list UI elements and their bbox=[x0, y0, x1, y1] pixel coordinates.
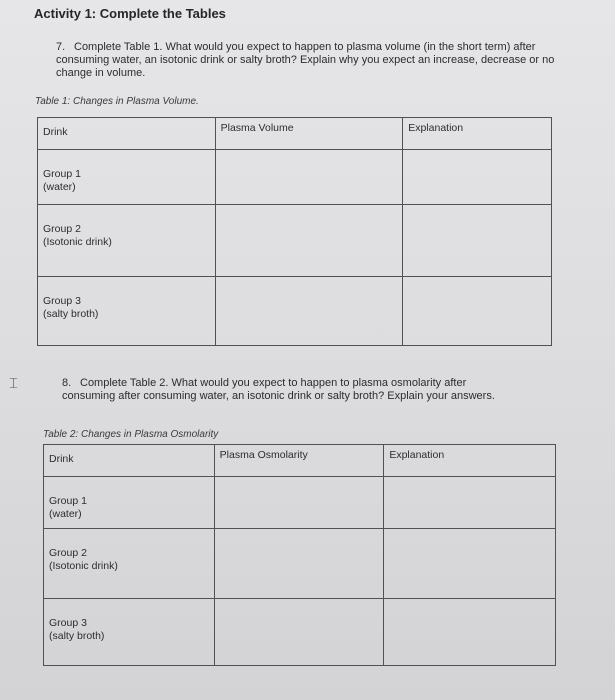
table-header-row bbox=[44, 445, 556, 477]
question-8-text: Complete Table 2. What would you expect to happen to plasma osmolarity after consuming after consuming water, an isotonic drink or salty broth? Explain your answers. bbox=[62, 377, 495, 402]
header-drink: Drink bbox=[44, 445, 215, 477]
answer-cell-plasma-osmolarity[interactable] bbox=[214, 599, 384, 666]
table-row bbox=[44, 477, 556, 529]
table-1 bbox=[37, 117, 552, 346]
answer-cell-explanation[interactable] bbox=[384, 599, 556, 666]
group-label: Group 2 bbox=[49, 547, 87, 559]
table-2-caption: Table 2: Changes in Plasma Osmolarity bbox=[43, 429, 219, 440]
activity-heading: Activity 1: Complete the Tables bbox=[34, 6, 226, 21]
drink-cell bbox=[44, 529, 215, 599]
table-row bbox=[44, 599, 556, 666]
header-explanation: Explanation bbox=[403, 118, 552, 150]
drink-label: (salty broth) bbox=[49, 630, 105, 642]
table-row bbox=[38, 150, 552, 205]
answer-cell-explanation[interactable] bbox=[384, 529, 556, 599]
group-label: Group 3 bbox=[49, 617, 87, 629]
group-label: Group 2 bbox=[43, 223, 81, 235]
question-7-number: 7. bbox=[56, 41, 66, 53]
drink-cell bbox=[38, 150, 216, 205]
answer-cell-plasma-osmolarity[interactable] bbox=[214, 529, 384, 599]
text-cursor-icon: ⌶ bbox=[9, 374, 19, 392]
question-7-text: Complete Table 1. What would you expect to happen to plasma volume (in the short term) after consuming water, an isotonic drink or salty broth? Explain why you expect an increase, decrease or no change in volume. bbox=[56, 41, 555, 79]
drink-cell bbox=[44, 599, 215, 666]
table-row bbox=[38, 277, 552, 346]
drink-cell bbox=[44, 477, 215, 529]
drink-label: (water) bbox=[49, 508, 82, 520]
group-label: Group 3 bbox=[43, 295, 81, 307]
answer-cell-plasma-volume[interactable] bbox=[215, 205, 403, 277]
drink-label: (Isotonic drink) bbox=[43, 236, 112, 248]
table-row bbox=[38, 205, 552, 277]
answer-cell-explanation[interactable] bbox=[403, 277, 552, 346]
answer-cell-plasma-volume[interactable] bbox=[215, 150, 403, 205]
question-8-number: 8. bbox=[62, 377, 72, 389]
answer-cell-explanation[interactable] bbox=[403, 205, 552, 277]
answer-cell-explanation[interactable] bbox=[384, 477, 556, 529]
table-row bbox=[44, 529, 556, 599]
header-explanation: Explanation bbox=[384, 445, 556, 477]
answer-cell-plasma-osmolarity[interactable] bbox=[214, 477, 384, 529]
drink-label: (water) bbox=[43, 181, 76, 193]
answer-cell-plasma-volume[interactable] bbox=[215, 277, 403, 346]
header-plasma-osmolarity: Plasma Osmolarity bbox=[214, 445, 384, 477]
group-label: Group 1 bbox=[43, 168, 81, 180]
header-drink: Drink bbox=[38, 118, 216, 150]
header-plasma-volume: Plasma Volume bbox=[215, 118, 403, 150]
answer-cell-explanation[interactable] bbox=[403, 150, 552, 205]
table-1-caption: Table 1: Changes in Plasma Volume. bbox=[35, 96, 199, 107]
table-header-row bbox=[38, 118, 552, 150]
question-8 bbox=[62, 377, 522, 403]
group-label: Group 1 bbox=[49, 495, 87, 507]
question-7 bbox=[56, 41, 556, 80]
drink-label: (salty broth) bbox=[43, 308, 99, 320]
drink-cell bbox=[38, 205, 216, 277]
drink-cell bbox=[38, 277, 216, 346]
drink-label: (Isotonic drink) bbox=[49, 560, 118, 572]
table-2 bbox=[43, 444, 556, 666]
